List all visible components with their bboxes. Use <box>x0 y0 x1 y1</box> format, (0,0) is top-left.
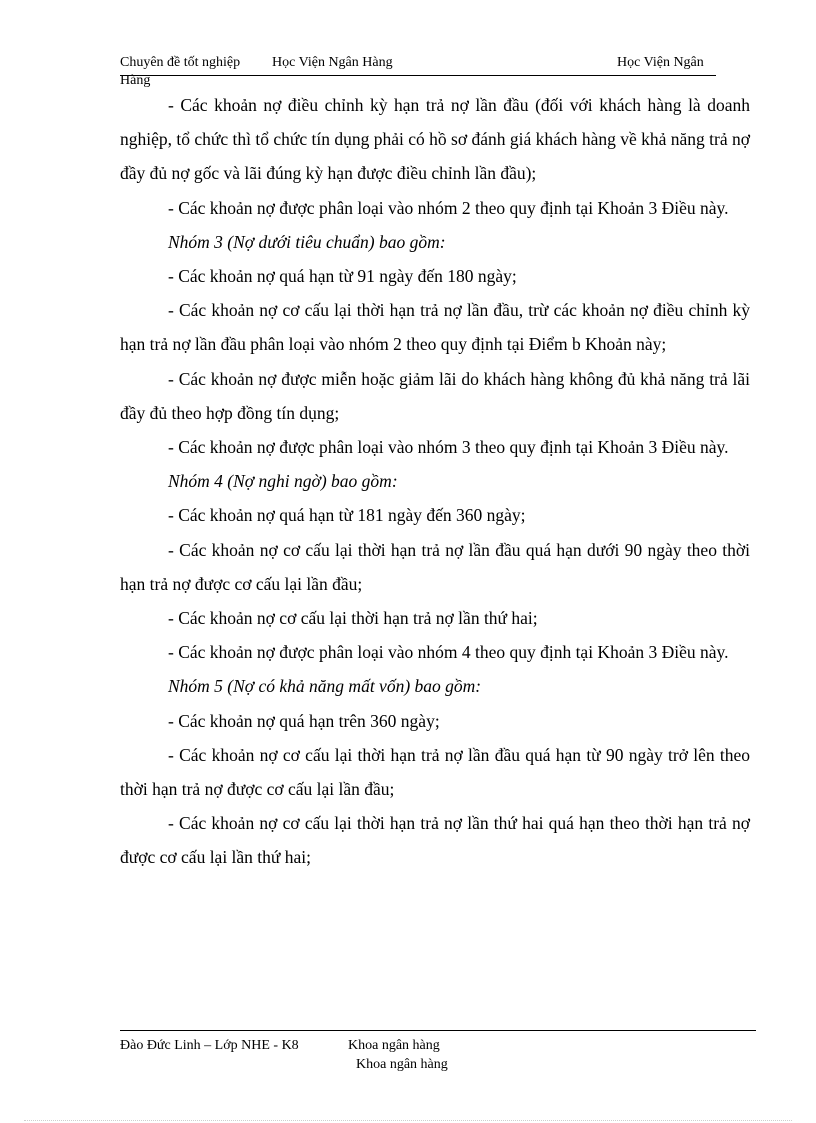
paragraph-overdue-over-360: - Các khoản nợ quá hạn trên 360 ngày; <box>168 710 440 731</box>
header-institution: Học Viện Ngân Hàng <box>272 55 393 70</box>
heading-group-4: Nhóm 4 (Nợ nghi ngờ) bao gồm: <box>168 471 398 492</box>
paragraph-restructured-first: - Các khoản nợ cơ cấu lại thời hạn trả nợ lần đầu, trừ các khoản nợ điều chỉnh kỳ hạn trả nợ lần đầu phân loại vào nhóm 2 theo quy định tại Điểm b Khoản này; <box>120 300 750 355</box>
paragraph-restructured-overdue-under-90: - Các khoản nợ cơ cấu lại thời hạn trả nợ lần đầu quá hạn dưới 90 ngày theo thời hạn trả nợ được cơ cấu lại lần đầu; <box>120 539 750 594</box>
paragraph-overdue-91-180: - Các khoản nợ quá hạn từ 91 ngày đến 180 ngày; <box>168 266 517 287</box>
paragraph-interest-waived: - Các khoản nợ được miễn hoặc giảm lãi do khách hàng không đủ khả năng trả lãi đầy đủ theo hợp đồng tín dụng; <box>120 368 750 423</box>
heading-group-3: Nhóm 3 (Nợ dưới tiêu chuẩn) bao gồm: <box>168 231 446 252</box>
paragraph-restructured-overdue-90-plus: - Các khoản nợ cơ cấu lại thời hạn trả nợ lần đầu quá hạn từ 90 ngày trở lên theo thời hạn trả nợ được cơ cấu lại lần đầu; <box>120 744 750 800</box>
footer-department: Khoa ngân hàng <box>348 1038 440 1053</box>
footer-divider <box>120 1030 756 1031</box>
paragraph-overdue-181-360: - Các khoản nợ quá hạn từ 181 ngày đến 360 ngày; <box>168 505 526 526</box>
header-divider <box>120 75 716 76</box>
header-institution-right: Học Viện Ngân <box>617 55 704 70</box>
paragraph-group2-reclassified: - Các khoản nợ được phân loại vào nhóm 2 theo quy định tại Khoản 3 Điều này. <box>168 197 729 218</box>
document-body <box>120 88 750 875</box>
page-bottom-edge <box>24 1120 792 1121</box>
header-institution-wrap: Hàng <box>120 73 151 88</box>
page-header <box>120 54 760 90</box>
paragraph-restructured-second-overdue: - Các khoản nợ cơ cấu lại thời hạn trả nợ lần thứ hai quá hạn theo thời hạn trả nợ được cơ cấu lại lần thứ hai; <box>120 813 750 868</box>
paragraph-adjusted-term-loans: - Các khoản nợ điều chỉnh kỳ hạn trả nợ lần đầu (đối với khách hàng là doanh nghiệp, tổ chức thì tổ chức tín dụng phải có hồ sơ đánh giá khách hàng về khả năng trả nợ đầy đủ nợ gốc và lãi đúng kỳ hạn được điều chỉnh lần đầu); <box>120 95 750 184</box>
paragraph-group4-reclassified: - Các khoản nợ được phân loại vào nhóm 4 theo quy định tại Khoản 3 Điều này. <box>168 642 729 663</box>
heading-group-5: Nhóm 5 (Nợ có khả năng mất vốn) bao gồm: <box>168 676 482 697</box>
header-document-type: Chuyên đề tốt nghiệp <box>120 55 241 70</box>
paragraph-restructured-second: - Các khoản nợ cơ cấu lại thời hạn trả nợ lần thứ hai; <box>168 608 538 629</box>
footer-department-repeat: Khoa ngân hàng <box>356 1057 448 1072</box>
paragraph-group3-reclassified: - Các khoản nợ được phân loại vào nhóm 3 theo quy định tại Khoản 3 Điều này. <box>168 437 729 458</box>
footer-author: Đào Đức Linh – Lớp NHE - K8 <box>120 1038 299 1053</box>
